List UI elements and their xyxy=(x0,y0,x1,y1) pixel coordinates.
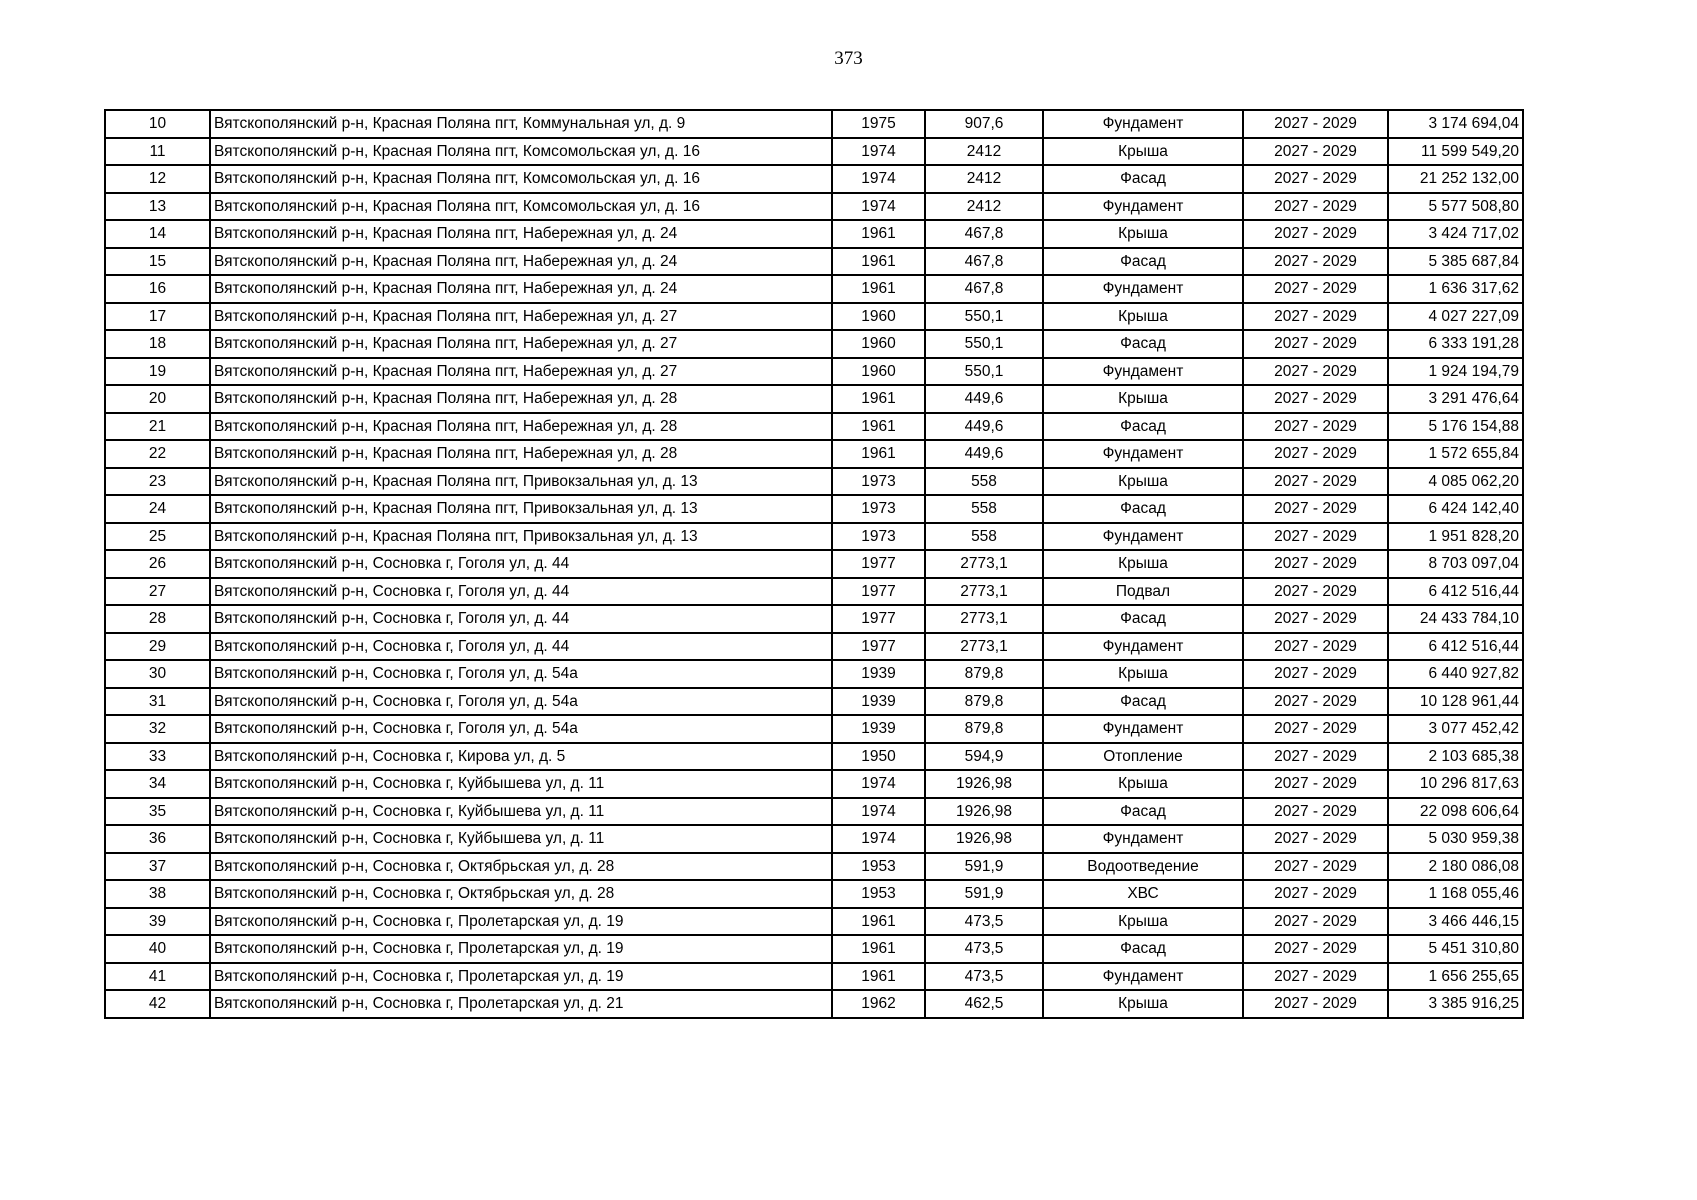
period-cell: 2027 - 2029 xyxy=(1243,935,1388,963)
work-type-cell: Фундамент xyxy=(1043,193,1243,221)
period-cell: 2027 - 2029 xyxy=(1243,413,1388,441)
area-cell: 591,9 xyxy=(925,853,1043,881)
row-number-cell: 27 xyxy=(105,578,210,606)
build-year-cell: 1953 xyxy=(832,880,925,908)
table-row xyxy=(105,248,1523,276)
table-row xyxy=(105,605,1523,633)
work-type-cell: Фундамент xyxy=(1043,633,1243,661)
row-number-cell: 33 xyxy=(105,743,210,771)
cost-cell: 3 385 916,25 xyxy=(1388,990,1523,1018)
work-type-cell: Фасад xyxy=(1043,935,1243,963)
area-cell: 591,9 xyxy=(925,880,1043,908)
area-cell: 558 xyxy=(925,523,1043,551)
row-number-cell: 42 xyxy=(105,990,210,1018)
table-row xyxy=(105,743,1523,771)
area-cell: 462,5 xyxy=(925,990,1043,1018)
address-cell: Вятскополянский р-н, Красная Поляна пгт, Набережная ул, д. 24 xyxy=(210,220,832,248)
area-cell: 558 xyxy=(925,468,1043,496)
build-year-cell: 1961 xyxy=(832,275,925,303)
work-type-cell: Фундамент xyxy=(1043,523,1243,551)
area-cell: 558 xyxy=(925,495,1043,523)
address-cell: Вятскополянский р-н, Сосновка г, Куйбышева ул, д. 11 xyxy=(210,770,832,798)
area-cell: 473,5 xyxy=(925,963,1043,991)
cost-cell: 5 176 154,88 xyxy=(1388,413,1523,441)
build-year-cell: 1974 xyxy=(832,825,925,853)
work-type-cell: Отопление xyxy=(1043,743,1243,771)
period-cell: 2027 - 2029 xyxy=(1243,688,1388,716)
cost-cell: 3 077 452,42 xyxy=(1388,715,1523,743)
work-type-cell: Крыша xyxy=(1043,660,1243,688)
table-row xyxy=(105,385,1523,413)
row-number-cell: 14 xyxy=(105,220,210,248)
row-number-cell: 20 xyxy=(105,385,210,413)
row-number-cell: 35 xyxy=(105,798,210,826)
cost-cell: 6 333 191,28 xyxy=(1388,330,1523,358)
area-cell: 550,1 xyxy=(925,303,1043,331)
work-type-cell: Фундамент xyxy=(1043,825,1243,853)
address-cell: Вятскополянский р-н, Сосновка г, Октябрьская ул, д. 28 xyxy=(210,853,832,881)
period-cell: 2027 - 2029 xyxy=(1243,715,1388,743)
area-cell: 2773,1 xyxy=(925,550,1043,578)
cost-cell: 10 296 817,63 xyxy=(1388,770,1523,798)
table-row xyxy=(105,578,1523,606)
period-cell: 2027 - 2029 xyxy=(1243,578,1388,606)
address-cell: Вятскополянский р-н, Сосновка г, Гоголя ул, д. 44 xyxy=(210,605,832,633)
table-row xyxy=(105,963,1523,991)
table-row xyxy=(105,330,1523,358)
area-cell: 2773,1 xyxy=(925,578,1043,606)
cost-cell: 5 385 687,84 xyxy=(1388,248,1523,276)
area-cell: 2412 xyxy=(925,165,1043,193)
period-cell: 2027 - 2029 xyxy=(1243,853,1388,881)
table-row xyxy=(105,165,1523,193)
address-cell: Вятскополянский р-н, Красная Поляна пгт, Набережная ул, д. 27 xyxy=(210,330,832,358)
area-cell: 473,5 xyxy=(925,935,1043,963)
cost-cell: 2 180 086,08 xyxy=(1388,853,1523,881)
area-cell: 473,5 xyxy=(925,908,1043,936)
row-number-cell: 37 xyxy=(105,853,210,881)
work-type-cell: Фундамент xyxy=(1043,715,1243,743)
build-year-cell: 1939 xyxy=(832,715,925,743)
cost-cell: 5 577 508,80 xyxy=(1388,193,1523,221)
cost-cell: 8 703 097,04 xyxy=(1388,550,1523,578)
address-cell: Вятскополянский р-н, Сосновка г, Гоголя ул, д. 54а xyxy=(210,688,832,716)
address-cell: Вятскополянский р-н, Красная Поляна пгт, Набережная ул, д. 27 xyxy=(210,358,832,386)
row-number-cell: 25 xyxy=(105,523,210,551)
area-cell: 550,1 xyxy=(925,330,1043,358)
table-row xyxy=(105,358,1523,386)
work-type-cell: Фундамент xyxy=(1043,358,1243,386)
area-cell: 449,6 xyxy=(925,440,1043,468)
cost-cell: 6 440 927,82 xyxy=(1388,660,1523,688)
table-row xyxy=(105,633,1523,661)
address-cell: Вятскополянский р-н, Сосновка г, Гоголя ул, д. 44 xyxy=(210,550,832,578)
period-cell: 2027 - 2029 xyxy=(1243,110,1388,138)
row-number-cell: 17 xyxy=(105,303,210,331)
row-number-cell: 38 xyxy=(105,880,210,908)
address-cell: Вятскополянский р-н, Сосновка г, Октябрьская ул, д. 28 xyxy=(210,880,832,908)
build-year-cell: 1974 xyxy=(832,138,925,166)
cost-cell: 22 098 606,64 xyxy=(1388,798,1523,826)
period-cell: 2027 - 2029 xyxy=(1243,165,1388,193)
build-year-cell: 1974 xyxy=(832,193,925,221)
build-year-cell: 1961 xyxy=(832,385,925,413)
period-cell: 2027 - 2029 xyxy=(1243,605,1388,633)
address-cell: Вятскополянский р-н, Сосновка г, Пролетарская ул, д. 19 xyxy=(210,963,832,991)
area-cell: 449,6 xyxy=(925,413,1043,441)
address-cell: Вятскополянский р-н, Красная Поляна пгт, Комсомольская ул, д. 16 xyxy=(210,165,832,193)
area-cell: 907,6 xyxy=(925,110,1043,138)
period-cell: 2027 - 2029 xyxy=(1243,330,1388,358)
build-year-cell: 1974 xyxy=(832,165,925,193)
build-year-cell: 1961 xyxy=(832,963,925,991)
cost-cell: 6 412 516,44 xyxy=(1388,633,1523,661)
build-year-cell: 1974 xyxy=(832,798,925,826)
work-type-cell: Фасад xyxy=(1043,688,1243,716)
cost-cell: 1 572 655,84 xyxy=(1388,440,1523,468)
address-cell: Вятскополянский р-н, Сосновка г, Пролетарская ул, д. 21 xyxy=(210,990,832,1018)
area-cell: 2412 xyxy=(925,193,1043,221)
table-row xyxy=(105,468,1523,496)
period-cell: 2027 - 2029 xyxy=(1243,138,1388,166)
cost-cell: 1 656 255,65 xyxy=(1388,963,1523,991)
table-row xyxy=(105,825,1523,853)
area-cell: 2773,1 xyxy=(925,633,1043,661)
build-year-cell: 1977 xyxy=(832,578,925,606)
row-number-cell: 18 xyxy=(105,330,210,358)
table-row xyxy=(105,935,1523,963)
row-number-cell: 29 xyxy=(105,633,210,661)
row-number-cell: 24 xyxy=(105,495,210,523)
work-type-cell: Крыша xyxy=(1043,770,1243,798)
cost-cell: 24 433 784,10 xyxy=(1388,605,1523,633)
cost-cell: 5 030 959,38 xyxy=(1388,825,1523,853)
row-number-cell: 34 xyxy=(105,770,210,798)
cost-cell: 6 412 516,44 xyxy=(1388,578,1523,606)
work-type-cell: Крыша xyxy=(1043,303,1243,331)
table-row xyxy=(105,440,1523,468)
address-cell: Вятскополянский р-н, Сосновка г, Гоголя ул, д. 44 xyxy=(210,578,832,606)
area-cell: 467,8 xyxy=(925,275,1043,303)
cost-cell: 3 174 694,04 xyxy=(1388,110,1523,138)
work-type-cell: Фасад xyxy=(1043,165,1243,193)
work-type-cell: ХВС xyxy=(1043,880,1243,908)
table-row xyxy=(105,990,1523,1018)
build-year-cell: 1960 xyxy=(832,330,925,358)
page-number: 373 xyxy=(834,48,863,69)
cost-cell: 3 291 476,64 xyxy=(1388,385,1523,413)
cost-cell: 10 128 961,44 xyxy=(1388,688,1523,716)
area-cell: 449,6 xyxy=(925,385,1043,413)
table-body xyxy=(105,110,1523,1018)
work-type-cell: Крыша xyxy=(1043,550,1243,578)
build-year-cell: 1961 xyxy=(832,440,925,468)
table-row xyxy=(105,715,1523,743)
period-cell: 2027 - 2029 xyxy=(1243,880,1388,908)
build-year-cell: 1977 xyxy=(832,605,925,633)
row-number-cell: 12 xyxy=(105,165,210,193)
work-type-cell: Фасад xyxy=(1043,330,1243,358)
cost-cell: 1 168 055,46 xyxy=(1388,880,1523,908)
area-cell: 2412 xyxy=(925,138,1043,166)
row-number-cell: 23 xyxy=(105,468,210,496)
build-year-cell: 1961 xyxy=(832,413,925,441)
area-cell: 467,8 xyxy=(925,248,1043,276)
table-row xyxy=(105,220,1523,248)
period-cell: 2027 - 2029 xyxy=(1243,468,1388,496)
table-row xyxy=(105,110,1523,138)
work-type-cell: Крыша xyxy=(1043,990,1243,1018)
period-cell: 2027 - 2029 xyxy=(1243,743,1388,771)
area-cell: 879,8 xyxy=(925,715,1043,743)
address-cell: Вятскополянский р-н, Красная Поляна пгт, Коммунальная ул, д. 9 xyxy=(210,110,832,138)
address-cell: Вятскополянский р-н, Сосновка г, Гоголя ул, д. 54а xyxy=(210,715,832,743)
build-year-cell: 1977 xyxy=(832,550,925,578)
address-cell: Вятскополянский р-н, Красная Поляна пгт, Привокзальная ул, д. 13 xyxy=(210,523,832,551)
build-year-cell: 1973 xyxy=(832,468,925,496)
work-type-cell: Водоотведение xyxy=(1043,853,1243,881)
address-cell: Вятскополянский р-н, Красная Поляна пгт, Комсомольская ул, д. 16 xyxy=(210,193,832,221)
row-number-cell: 13 xyxy=(105,193,210,221)
address-cell: Вятскополянский р-н, Сосновка г, Пролетарская ул, д. 19 xyxy=(210,908,832,936)
address-cell: Вятскополянский р-н, Красная Поляна пгт, Привокзальная ул, д. 13 xyxy=(210,468,832,496)
address-cell: Вятскополянский р-н, Красная Поляна пгт, Набережная ул, д. 27 xyxy=(210,303,832,331)
cost-cell: 2 103 685,38 xyxy=(1388,743,1523,771)
area-cell: 594,9 xyxy=(925,743,1043,771)
work-type-cell: Подвал xyxy=(1043,578,1243,606)
build-year-cell: 1950 xyxy=(832,743,925,771)
address-cell: Вятскополянский р-н, Красная Поляна пгт, Привокзальная ул, д. 13 xyxy=(210,495,832,523)
work-type-cell: Фасад xyxy=(1043,248,1243,276)
table-row xyxy=(105,908,1523,936)
work-type-cell: Крыша xyxy=(1043,908,1243,936)
area-cell: 1926,98 xyxy=(925,770,1043,798)
table-row xyxy=(105,138,1523,166)
row-number-cell: 41 xyxy=(105,963,210,991)
period-cell: 2027 - 2029 xyxy=(1243,358,1388,386)
address-cell: Вятскополянский р-н, Красная Поляна пгт, Набережная ул, д. 28 xyxy=(210,440,832,468)
period-cell: 2027 - 2029 xyxy=(1243,248,1388,276)
period-cell: 2027 - 2029 xyxy=(1243,385,1388,413)
address-cell: Вятскополянский р-н, Сосновка г, Куйбышева ул, д. 11 xyxy=(210,825,832,853)
build-year-cell: 1939 xyxy=(832,688,925,716)
work-type-cell: Крыша xyxy=(1043,138,1243,166)
address-cell: Вятскополянский р-н, Сосновка г, Куйбышева ул, д. 11 xyxy=(210,798,832,826)
work-type-cell: Фасад xyxy=(1043,605,1243,633)
build-year-cell: 1962 xyxy=(832,990,925,1018)
table-row xyxy=(105,275,1523,303)
period-cell: 2027 - 2029 xyxy=(1243,963,1388,991)
work-type-cell: Крыша xyxy=(1043,220,1243,248)
build-year-cell: 1974 xyxy=(832,770,925,798)
work-type-cell: Фундамент xyxy=(1043,963,1243,991)
address-cell: Вятскополянский р-н, Красная Поляна пгт, Комсомольская ул, д. 16 xyxy=(210,138,832,166)
build-year-cell: 1961 xyxy=(832,935,925,963)
period-cell: 2027 - 2029 xyxy=(1243,825,1388,853)
period-cell: 2027 - 2029 xyxy=(1243,495,1388,523)
area-cell: 467,8 xyxy=(925,220,1043,248)
cost-cell: 3 466 446,15 xyxy=(1388,908,1523,936)
period-cell: 2027 - 2029 xyxy=(1243,633,1388,661)
work-type-cell: Фасад xyxy=(1043,495,1243,523)
cost-cell: 3 424 717,02 xyxy=(1388,220,1523,248)
period-cell: 2027 - 2029 xyxy=(1243,440,1388,468)
area-cell: 879,8 xyxy=(925,660,1043,688)
row-number-cell: 26 xyxy=(105,550,210,578)
cost-cell: 1 951 828,20 xyxy=(1388,523,1523,551)
period-cell: 2027 - 2029 xyxy=(1243,193,1388,221)
work-type-cell: Фасад xyxy=(1043,413,1243,441)
row-number-cell: 11 xyxy=(105,138,210,166)
row-number-cell: 21 xyxy=(105,413,210,441)
row-number-cell: 40 xyxy=(105,935,210,963)
table-row xyxy=(105,798,1523,826)
work-type-cell: Крыша xyxy=(1043,468,1243,496)
table-row xyxy=(105,660,1523,688)
row-number-cell: 10 xyxy=(105,110,210,138)
cost-cell: 1 924 194,79 xyxy=(1388,358,1523,386)
area-cell: 550,1 xyxy=(925,358,1043,386)
row-number-cell: 30 xyxy=(105,660,210,688)
repair-schedule-table xyxy=(104,109,1524,1019)
period-cell: 2027 - 2029 xyxy=(1243,798,1388,826)
address-cell: Вятскополянский р-н, Красная Поляна пгт, Набережная ул, д. 24 xyxy=(210,275,832,303)
period-cell: 2027 - 2029 xyxy=(1243,275,1388,303)
address-cell: Вятскополянский р-н, Сосновка г, Гоголя ул, д. 44 xyxy=(210,633,832,661)
period-cell: 2027 - 2029 xyxy=(1243,770,1388,798)
row-number-cell: 16 xyxy=(105,275,210,303)
cost-cell: 5 451 310,80 xyxy=(1388,935,1523,963)
cost-cell: 1 636 317,62 xyxy=(1388,275,1523,303)
cost-cell: 4 027 227,09 xyxy=(1388,303,1523,331)
build-year-cell: 1961 xyxy=(832,248,925,276)
work-type-cell: Фундамент xyxy=(1043,110,1243,138)
table-row xyxy=(105,550,1523,578)
work-type-cell: Фундамент xyxy=(1043,440,1243,468)
area-cell: 1926,98 xyxy=(925,825,1043,853)
period-cell: 2027 - 2029 xyxy=(1243,550,1388,578)
build-year-cell: 1960 xyxy=(832,303,925,331)
build-year-cell: 1939 xyxy=(832,660,925,688)
work-type-cell: Крыша xyxy=(1043,385,1243,413)
address-cell: Вятскополянский р-н, Красная Поляна пгт, Набережная ул, д. 28 xyxy=(210,385,832,413)
row-number-cell: 36 xyxy=(105,825,210,853)
table-row xyxy=(105,853,1523,881)
cost-cell: 4 085 062,20 xyxy=(1388,468,1523,496)
table-row xyxy=(105,413,1523,441)
row-number-cell: 19 xyxy=(105,358,210,386)
period-cell: 2027 - 2029 xyxy=(1243,303,1388,331)
table-row xyxy=(105,193,1523,221)
address-cell: Вятскополянский р-н, Красная Поляна пгт, Набережная ул, д. 24 xyxy=(210,248,832,276)
area-cell: 2773,1 xyxy=(925,605,1043,633)
cost-cell: 6 424 142,40 xyxy=(1388,495,1523,523)
build-year-cell: 1975 xyxy=(832,110,925,138)
cost-cell: 21 252 132,00 xyxy=(1388,165,1523,193)
row-number-cell: 39 xyxy=(105,908,210,936)
row-number-cell: 31 xyxy=(105,688,210,716)
build-year-cell: 1977 xyxy=(832,633,925,661)
period-cell: 2027 - 2029 xyxy=(1243,220,1388,248)
build-year-cell: 1953 xyxy=(832,853,925,881)
build-year-cell: 1973 xyxy=(832,523,925,551)
period-cell: 2027 - 2029 xyxy=(1243,908,1388,936)
row-number-cell: 15 xyxy=(105,248,210,276)
build-year-cell: 1961 xyxy=(832,220,925,248)
work-type-cell: Фасад xyxy=(1043,798,1243,826)
area-cell: 1926,98 xyxy=(925,798,1043,826)
row-number-cell: 22 xyxy=(105,440,210,468)
period-cell: 2027 - 2029 xyxy=(1243,523,1388,551)
table-row xyxy=(105,688,1523,716)
row-number-cell: 28 xyxy=(105,605,210,633)
area-cell: 879,8 xyxy=(925,688,1043,716)
table-row xyxy=(105,880,1523,908)
table-row xyxy=(105,495,1523,523)
build-year-cell: 1961 xyxy=(832,908,925,936)
address-cell: Вятскополянский р-н, Сосновка г, Пролетарская ул, д. 19 xyxy=(210,935,832,963)
period-cell: 2027 - 2029 xyxy=(1243,990,1388,1018)
address-cell: Вятскополянский р-н, Красная Поляна пгт, Набережная ул, д. 28 xyxy=(210,413,832,441)
address-cell: Вятскополянский р-н, Сосновка г, Кирова ул, д. 5 xyxy=(210,743,832,771)
table-row xyxy=(105,770,1523,798)
cost-cell: 11 599 549,20 xyxy=(1388,138,1523,166)
address-cell: Вятскополянский р-н, Сосновка г, Гоголя ул, д. 54а xyxy=(210,660,832,688)
table-row xyxy=(105,303,1523,331)
build-year-cell: 1960 xyxy=(832,358,925,386)
period-cell: 2027 - 2029 xyxy=(1243,660,1388,688)
build-year-cell: 1973 xyxy=(832,495,925,523)
work-type-cell: Фундамент xyxy=(1043,275,1243,303)
table-row xyxy=(105,523,1523,551)
row-number-cell: 32 xyxy=(105,715,210,743)
